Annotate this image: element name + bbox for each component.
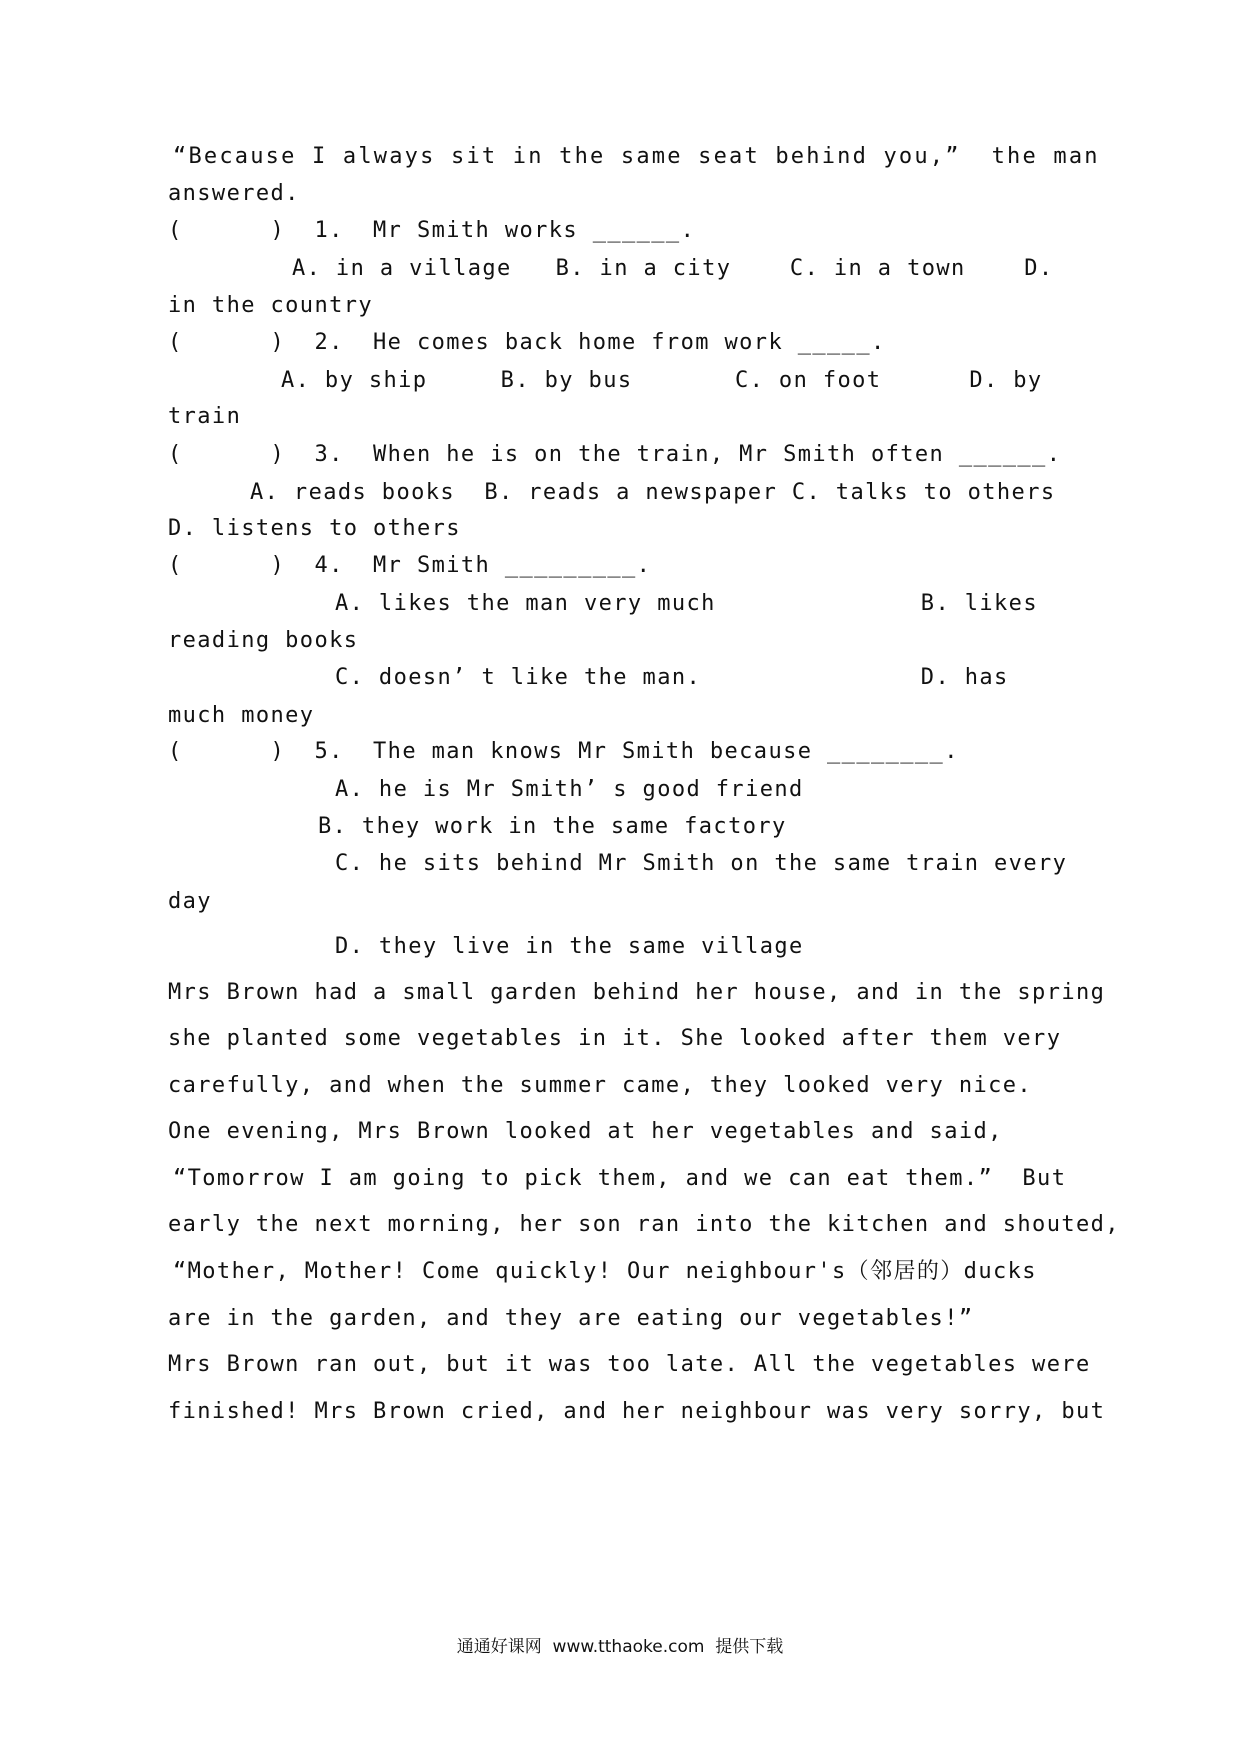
question-4-option-c: C. doesn’ t like the man. D. has bbox=[335, 665, 1009, 690]
passage-line: One evening, Mrs Brown looked at her vegetables and said, bbox=[168, 1119, 1003, 1144]
question-1-options: A. in a village B. in a city C. in a town D. bbox=[292, 256, 1054, 281]
question-4: ( ) 4. Mr Smith _________. bbox=[168, 553, 652, 578]
question-2-options-cont: train bbox=[168, 404, 242, 429]
page-footer: 通通好课网 www.tthaoke.com 提供下载 bbox=[456, 1637, 784, 1657]
question-4-option-a-cont: reading books bbox=[168, 628, 359, 653]
story-ending-line-2: answered. bbox=[168, 181, 300, 206]
passage-line: are in the garden, and they are eating our vegetables!” bbox=[168, 1306, 974, 1331]
question-5-option-b: B. they work in the same factory bbox=[318, 814, 787, 839]
passage-line: Mrs Brown ran out, but it was too late. All the vegetables were bbox=[168, 1352, 1091, 1377]
question-5: ( ) 5. The man knows Mr Smith because ________. bbox=[168, 739, 959, 764]
question-1: ( ) 1. Mr Smith works ______. bbox=[168, 218, 696, 243]
question-5-option-c-cont: day bbox=[168, 889, 212, 914]
question-2: ( ) 2. He comes back home from work _____. bbox=[168, 330, 886, 355]
passage-line: “Tomorrow I am going to pick them, and we can eat them.” But bbox=[173, 1166, 1067, 1191]
passage-line: she planted some vegetables in it. She looked after them very bbox=[168, 1026, 1062, 1051]
question-5-option-d: D. they live in the same village bbox=[335, 934, 804, 959]
passage-line: “Mother, Mother! Come quickly! Our neighbour's（邻居的）ducks bbox=[173, 1259, 1037, 1284]
question-4-option-a: A. likes the man very much B. likes bbox=[335, 591, 1038, 616]
question-4-option-c-cont: much money bbox=[168, 703, 315, 728]
passage-line: Mrs Brown had a small garden behind her house, and in the spring bbox=[168, 980, 1106, 1005]
passage-line: finished! Mrs Brown cried, and her neighbour was very sorry, but bbox=[168, 1399, 1106, 1424]
question-1-options-cont: in the country bbox=[168, 293, 374, 318]
question-5-option-c: C. he sits behind Mr Smith on the same train every bbox=[335, 851, 1068, 876]
story-ending-line-1: “Because I always sit in the same seat behind you,” the man bbox=[173, 144, 1100, 169]
passage-line: early the next morning, her son ran into the kitchen and shouted, bbox=[168, 1212, 1120, 1237]
question-3-options-cont: D. listens to others bbox=[168, 516, 461, 541]
question-5-option-a: A. he is Mr Smith’ s good friend bbox=[335, 777, 804, 802]
passage-line: carefully, and when the summer came, they looked very nice. bbox=[168, 1073, 1033, 1098]
question-2-options: A. by ship B. by bus C. on foot D. by bbox=[281, 368, 1043, 393]
question-3-options: A. reads books B. reads a newspaper C. talks to others bbox=[250, 480, 1056, 505]
question-3: ( ) 3. When he is on the train, Mr Smith often ______. bbox=[168, 442, 1062, 467]
